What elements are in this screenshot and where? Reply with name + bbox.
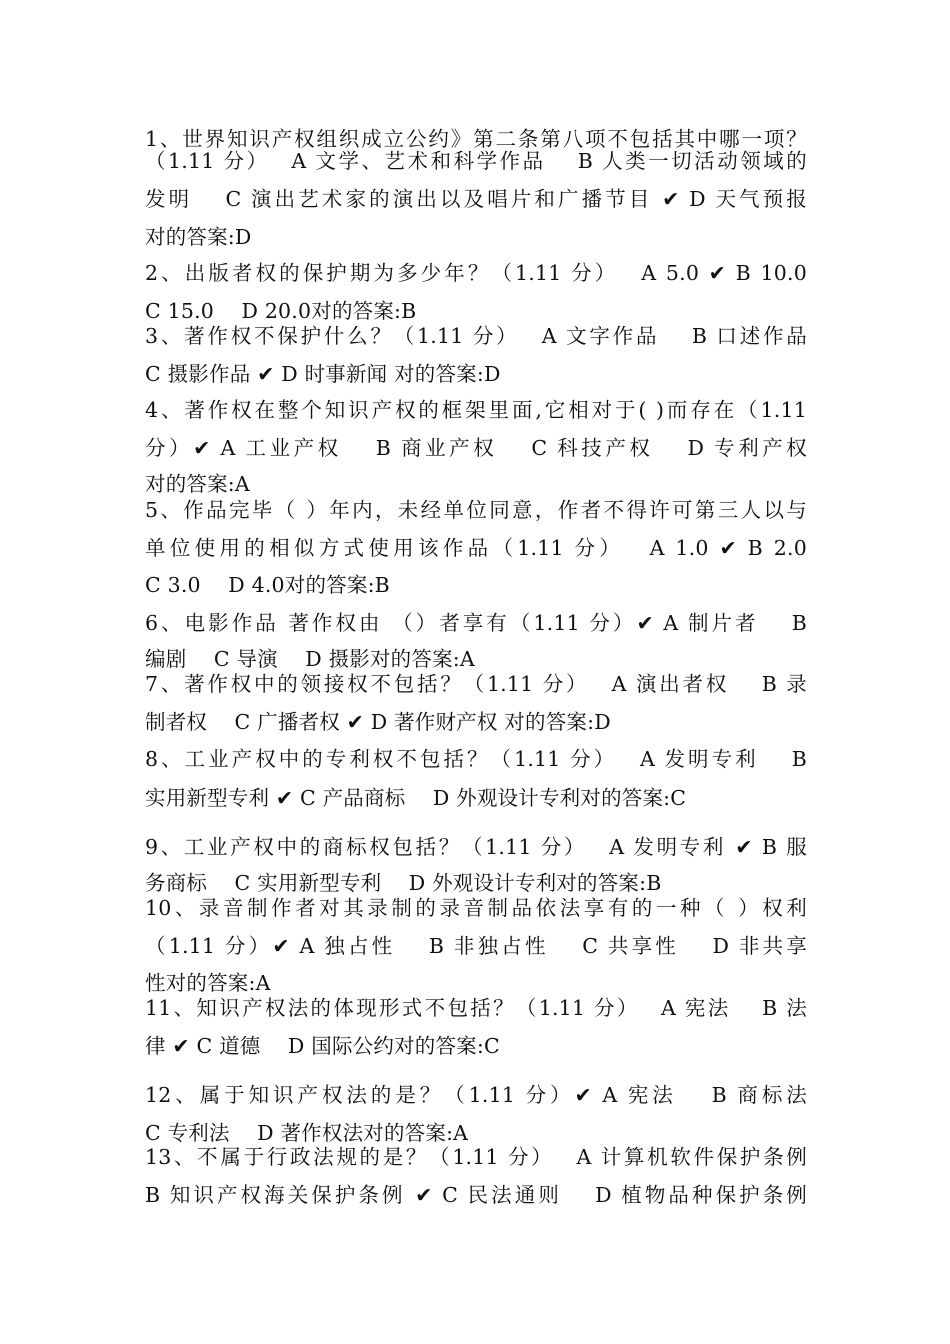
q2-line-2: C 15.0 D 20.0对的答案:B <box>145 299 417 323</box>
q5-line-2: 单位使用的相似方式使用该作品（1.11 分） A 1.0 ✔ B 2.0 <box>145 536 807 560</box>
q5-line-1: 5、作品完毕（ ）年内，未经单位同意，作者不得许可第三人以与 <box>145 498 807 522</box>
q8-line-2: 实用新型专利 ✔ C 产品商标 D 外观设计专利对的答案:C <box>145 786 687 810</box>
q7-line-1: 7、著作权中的领接权不包括？（1.11 分） A 演出者权 B 录 <box>145 672 807 696</box>
q2-line-1: 2、出版者权的保护期为多少年？（1.11 分） A 5.0 ✔ B 10.0 <box>145 261 807 285</box>
q9-line-1: 9、工业产权中的商标权包括？（1.11 分） A 发明专利 ✔ B 服 <box>145 835 807 859</box>
q8-line-1: 8、工业产权中的专利权不包括？（1.11 分） A 发明专利 B <box>145 747 807 771</box>
q1-line-3: 发明 C 演出艺术家的演出以及唱片和广播节目 ✔ D 天气预报 <box>145 187 807 211</box>
q11-line-1: 11、知识产权法的体现形式不包括？（1.11 分） A 宪法 B 法 <box>145 996 807 1020</box>
q3-line-1: 3、著作权不保护什么？（1.11 分） A 文字作品 B 口述作品 <box>145 324 807 348</box>
q4-line-1: 4、著作权在整个知识产权的框架里面,它相对于( )而存在（1.11 <box>145 398 807 422</box>
q13-line-1: 13、不属于行政法规的是？（1.11 分） A 计算机软件保护条例 <box>145 1145 807 1169</box>
q6-line-1: 6、电影作品 著作权由 （）者享有（1.11 分）✔ A 制片者 B <box>145 611 807 635</box>
q10-line-1: 10、录音制作者对其录制的录音制品依法享有的一种（ ）权利 <box>145 896 807 920</box>
q6-line-2: 编剧 C 导演 D 摄影对的答案:A <box>145 647 475 671</box>
q1-line-4: 对的答案:D <box>145 225 252 249</box>
q4-line-3: 对的答案:A <box>145 472 250 496</box>
q1-line-1: 1、世界知识产权组织成立公约》第二条第八项不包括其中哪一项？ <box>145 127 807 151</box>
q12-line-2: C 专利法 D 著作权法对的答案:A <box>145 1121 469 1145</box>
q7-line-2: 制者权 C 广播者权 ✔ D 著作财产权 对的答案:D <box>145 710 611 734</box>
q11-line-2: 律 ✔ C 道德 D 国际公约对的答案:C <box>145 1034 500 1058</box>
q5-line-3: C 3.0 D 4.0对的答案:B <box>145 573 390 597</box>
q9-line-2: 务商标 C 实用新型专利 D 外观设计专利对的答案:B <box>145 871 662 895</box>
q10-line-3: 性对的答案:A <box>145 971 271 995</box>
q12-line-1: 12、属于知识产权法的是？（1.11 分）✔ A 宪法 B 商标法 <box>145 1083 807 1107</box>
q4-line-2: 分）✔ A 工业产权 B 商业产权 C 科技产权 D 专利产权 <box>145 436 807 460</box>
q3-line-2: C 摄影作品 ✔ D 时事新闻 对的答案:D <box>145 362 501 386</box>
q13-line-2: B 知识产权海关保护条例 ✔ C 民法通则 D 植物品种保护条例 <box>145 1183 807 1207</box>
q10-line-2: （1.11 分）✔ A 独占性 B 非独占性 C 共享性 D 非共享 <box>145 934 807 958</box>
q1-line-2: （1.11 分） A 文学、艺术和科学作品 B 人类一切活动领域的 <box>145 149 807 173</box>
